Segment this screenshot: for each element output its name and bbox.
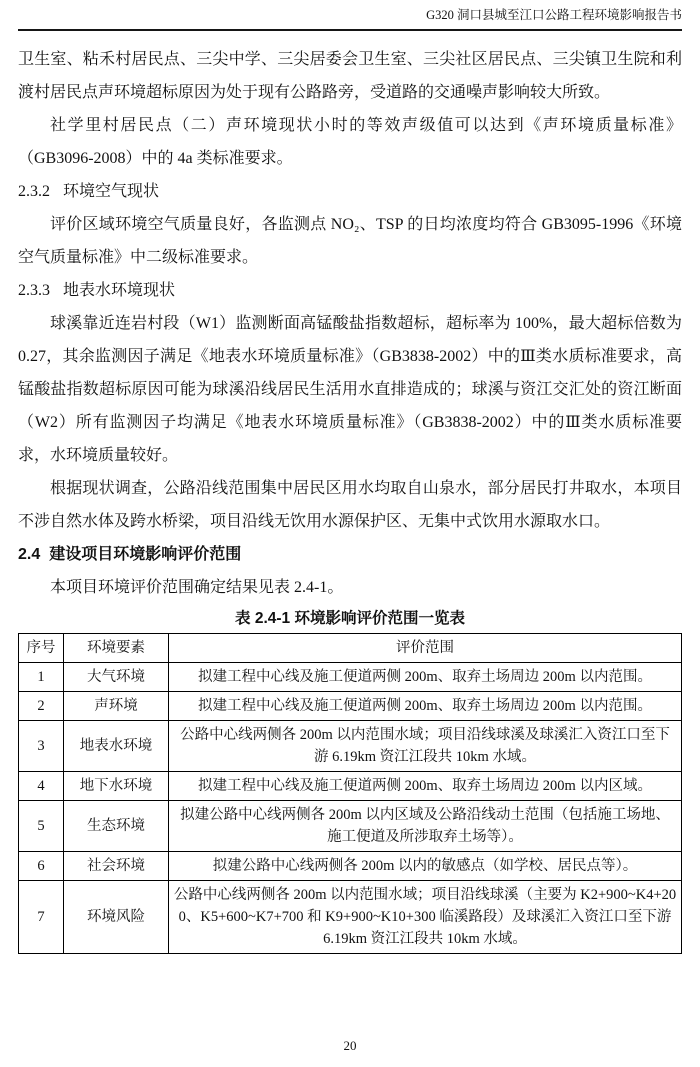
cell-no: 5 (19, 801, 64, 852)
cell-no: 3 (19, 721, 64, 772)
header-title: G320 洞口县城至江口公路工程环境影响报告书 (426, 8, 682, 22)
cell-scope: 公路中心线两侧各 200m 以内范围水域；项目沿线球溪及球溪汇入资江口至下游 6.19km 资江江段共 10km 水域。 (169, 721, 682, 772)
table-caption: 表 2.4-1 环境影响评价范围一览表 (235, 610, 465, 627)
cell-scope: 公路中心线两侧各 200m 以内范围水域；项目沿线球溪（主要为 K2+900~K4+200、K5+600~K7+700 和 K9+900~K10+300 临溪路段）及球溪汇入资江口至下游 6.19km 资江江段共 10km 水域。 (169, 881, 682, 954)
cell-scope: 拟建工程中心线及施工便道两侧 200m、取弃土场周边 200m 以内范围。 (169, 692, 682, 721)
paragraph-water-survey: 根据现状调查，公路沿线范围集中居民区用水均取自山泉水，部分居民打井取水，本项目不涉自然水体及跨水桥梁，项目沿线无饮用水源保护区、无集中式饮用水源取水口。 (18, 480, 682, 530)
section-number: 2.3.2 (18, 183, 50, 200)
cell-no: 6 (19, 852, 64, 881)
cell-no: 4 (19, 772, 64, 801)
section-title: 环境空气现状 (63, 183, 160, 200)
paragraph-noise-exceedance: 卫生室、粘禾村居民点、三尖中学、三尖居委会卫生室、三尖社区居民点、三尖镇卫生院和利渡村居民点声环境超标原因为处于现有公路路旁，受道路的交通噪声影响较大所致。 (18, 51, 682, 101)
table-row (19, 721, 682, 772)
paragraph-surface-water: 球溪靠近连岩村段（W1）监测断面高锰酸盐指数超标，超标率为 100%，最大超标倍数为 0.27，其余监测因子满足《地表水环境质量标准》（GB3838-2002）中的Ⅲ类水质标准要求，高锰酸盐指数超标原因可能为球溪沿线居民生活用水直排造成的；球溪与资江交汇处的资江断面（W2）所有监测因子均满足《地表水环境质量标准》（GB3838-2002）中的Ⅲ类水质标准要求，水环境质量较好。 (18, 315, 682, 464)
section-heading-2-3-3 (18, 274, 682, 307)
section-title: 建设项目环境影响评价范围 (49, 546, 242, 563)
document-body (18, 31, 682, 954)
column-header-scope: 评价范围 (169, 634, 682, 663)
cell-scope: 拟建公路中心线两侧各 200m 以内区域及公路沿线动土范围（包括施工场地、施工便道及所涉取弃土场等）。 (169, 801, 682, 852)
cell-factor: 社会环境 (64, 852, 169, 881)
section-heading-2-4 (18, 538, 682, 571)
paragraph-air-quality: 评价区域环境空气质量良好，各监测点 NO₂、TSP 的日均浓度均符合 GB3095-1996《环境空气质量标准》中二级标准要求。 (18, 216, 682, 266)
table-row (19, 772, 682, 801)
cell-scope: 拟建工程中心线及施工便道两侧 200m、取弃土场周边 200m 以内范围。 (169, 663, 682, 692)
page-number: 20 (343, 1038, 357, 1053)
cell-scope: 拟建工程中心线及施工便道两侧 200m、取弃土场周边 200m 以内区域。 (169, 772, 682, 801)
section-number: 2.4 (18, 546, 41, 563)
page-footer (0, 1038, 700, 1054)
paragraph-table-reference: 本项目环境评价范围确定结果见表 2.4-1。 (50, 579, 344, 596)
table-row (19, 692, 682, 721)
section-title: 地表水环境现状 (63, 282, 176, 299)
table-row (19, 881, 682, 954)
column-header-no: 序号 (19, 634, 64, 663)
cell-factor: 地下水环境 (64, 772, 169, 801)
page-header (18, 0, 682, 31)
cell-factor: 地表水环境 (64, 721, 169, 772)
paragraph-shexueli: 社学里村居民点（二）声环境现状小时的等效声级值可以达到《声环境质量标准》（GB3096-2008）中的 4a 类标准要求。 (18, 117, 682, 167)
cell-factor: 大气环境 (64, 663, 169, 692)
evaluation-scope-table (18, 633, 682, 954)
cell-no: 1 (19, 663, 64, 692)
section-heading-2-3-2 (18, 175, 682, 208)
cell-factor: 声环境 (64, 692, 169, 721)
table-header-row (19, 634, 682, 663)
column-header-factor: 环境要素 (64, 634, 169, 663)
section-number: 2.3.3 (18, 282, 50, 299)
table-row (19, 663, 682, 692)
table-row (19, 801, 682, 852)
cell-factor: 生态环境 (64, 801, 169, 852)
cell-no: 7 (19, 881, 64, 954)
cell-no: 2 (19, 692, 64, 721)
cell-factor: 环境风险 (64, 881, 169, 954)
cell-scope: 拟建公路中心线两侧各 200m 以内的敏感点（如学校、居民点等）。 (169, 852, 682, 881)
table-row (19, 852, 682, 881)
